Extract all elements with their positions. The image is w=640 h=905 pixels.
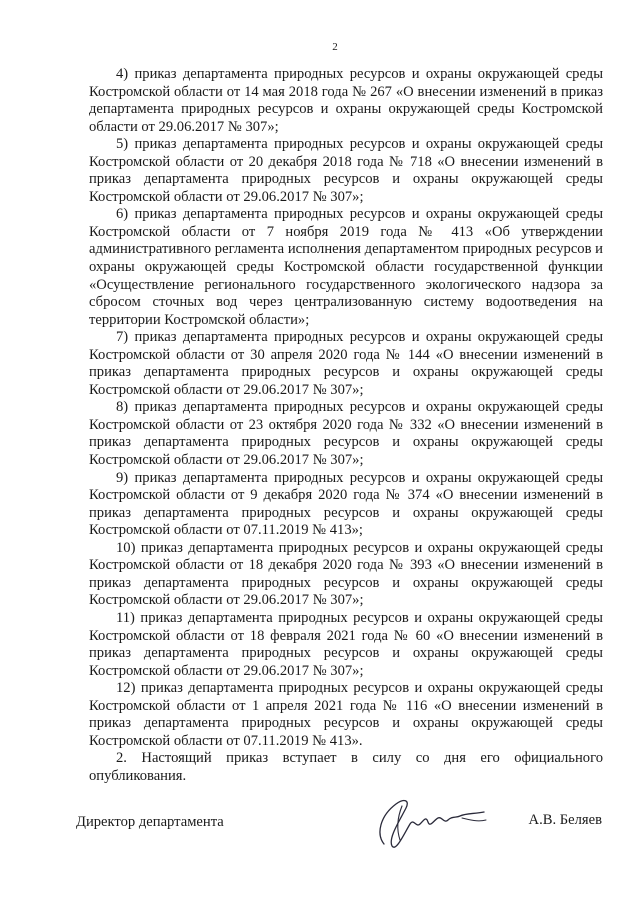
page-number: 2 [332, 41, 338, 53]
signatory-title: Директор департамента [76, 814, 224, 830]
list-item-11: 11) приказ департамента природных ресурсов и охраны окружающей среды Костромской области от 18 февраля 2021 года № 60 «О внесении изменений в приказ департамента природных ресурсов и охраны окружающей среды Костромской области от 29.06.2017 № 307»; [89, 609, 603, 679]
effective-date-clause: 2. Настоящий приказ вступает в силу со дня его официального опубликования. [89, 750, 603, 784]
document-body [89, 66, 603, 785]
list-item-12: 12) приказ департамента природных ресурсов и охраны окружающей среды Костромской области от 1 апреля 2021 года № 116 «О внесении изменений в приказ департамента природных ресурсов и охраны окружающей среды Костромской области от 07.11.2019 № 413». [89, 680, 603, 749]
signatory-name: А.В. Беляев [528, 812, 602, 828]
handwritten-signature [366, 794, 496, 854]
list-item-5: 5) приказ департамента природных ресурсов и охраны окружающей среды Костромской области от 20 декабря 2018 года № 718 «О внесении изменений в приказ департамента природных ресурсов и охраны окружающей среды Костромской области от 29.06.2017 № 307»; [89, 136, 603, 205]
list-item-4: 4) приказ департамента природных ресурсов и охраны окружающей среды Костромской области от 14 мая 2018 года № 267 «О внесении изменений в приказ департамента природных ресурсов и охраны окружающей среды Костромской области от 29.06.2017 № 307»; [89, 66, 603, 135]
list-item-6: 6) приказ департамента природных ресурсов и охраны окружающей среды Костромской области от 7 ноября 2019 года № 413 «Об утверждении административного регламента исполнения департаментом природных ресурсов и охраны окружающей среды Костромской области государственной функции «Осуществление регионального государственного экологического надзора за сбросом сточных вод через централизованную систему водоотведения на территории Костромской области»; [89, 206, 603, 328]
list-item-9: 9) приказ департамента природных ресурсов и охраны окружающей среды Костромской области от 9 декабря 2020 года № 374 «О внесении изменений в приказ департамента природных ресурсов и охраны окружающей среды Костромской области от 07.11.2019 № 413»; [89, 469, 603, 539]
list-item-7: 7) приказ департамента природных ресурсов и охраны окружающей среды Костромской области от 30 апреля 2020 года № 144 «О внесении изменений в приказ департамента природных ресурсов и охраны окружающей среды Костромской области от 29.06.2017 № 307»; [89, 329, 603, 398]
list-item-10: 10) приказ департамента природных ресурсов и охраны окружающей среды Костромской области от 18 декабря 2020 года № 393 «О внесении изменений в приказ департамента природных ресурсов и охраны окружающей среды Костромской области от 29.06.2017 № 307»; [89, 539, 603, 609]
list-item-8: 8) приказ департамента природных ресурсов и охраны окружающей среды Костромской области от 23 октября 2020 года № 332 «О внесении изменений в приказ департамента природных ресурсов и охраны окружающей среды Костромской области от 29.06.2017 № 307»; [89, 399, 603, 469]
signature-block [76, 806, 602, 866]
